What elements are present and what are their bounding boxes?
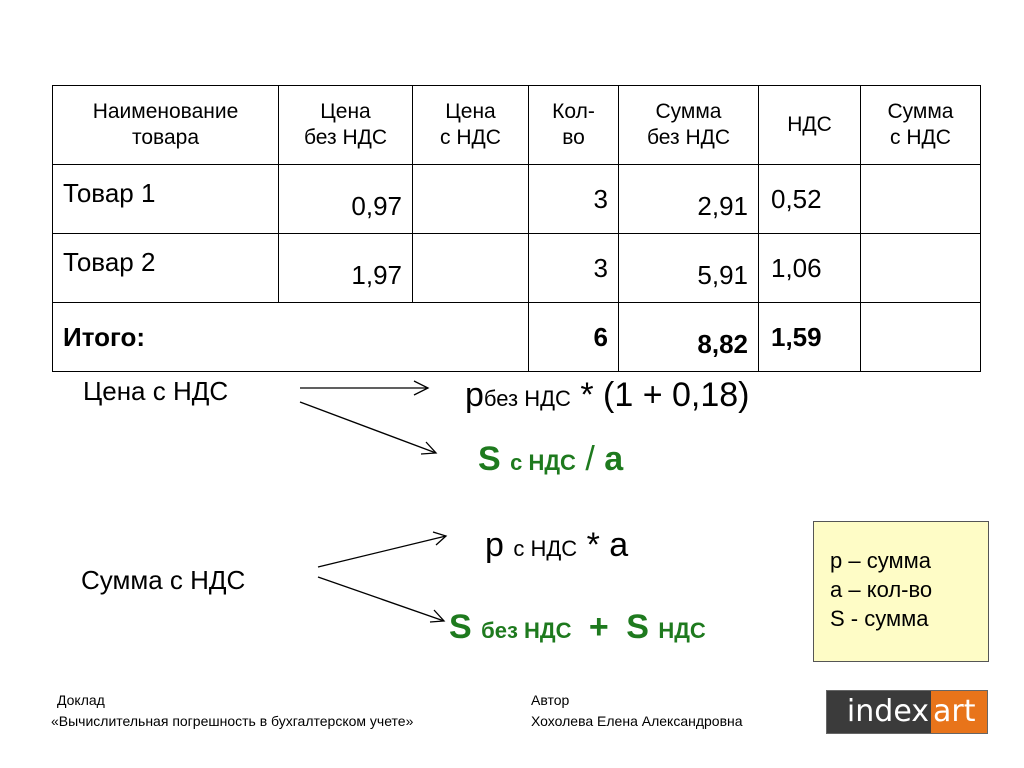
logo-text-art: art <box>931 691 987 733</box>
subscript: без НДС <box>483 386 571 411</box>
legend-item: p – сумма <box>830 548 931 573</box>
cell-vat: 0,52 <box>759 165 861 234</box>
subscript: с НДС <box>513 536 578 561</box>
footer-report <box>51 690 413 732</box>
header-qty: Кол- во <box>529 86 619 165</box>
sum-with-vat-label: Сумма с НДС <box>81 565 246 595</box>
cell-name: Товар 2 <box>53 234 279 303</box>
formula-rest: * a <box>577 526 629 564</box>
header-sum-no-vat: Сумма без НДС <box>619 86 759 165</box>
header-price-with-vat: Цена с НДС <box>413 86 529 165</box>
footer-author <box>531 690 743 732</box>
subscript: без НДС <box>481 618 572 643</box>
price-formula-2 <box>478 440 623 479</box>
price-formula-1 <box>465 376 750 415</box>
cell-total-vat: 1,59 <box>759 303 861 372</box>
header-name: Наименование товара <box>53 86 279 165</box>
divide-operator: / <box>585 440 595 478</box>
subscript: НДС <box>658 618 706 643</box>
price-with-vat-label: Цена с НДС <box>83 376 229 406</box>
cell-name: Товар 1 <box>53 165 279 234</box>
cell-total-sum-no-vat: 8,82 <box>619 303 759 372</box>
arrow-sum-to-f1 <box>318 532 446 567</box>
symbol-a: a <box>604 440 624 478</box>
formula-rest: * (1 + 0,18) <box>570 376 750 414</box>
author-label: Автор <box>531 692 570 708</box>
cell-sum-no-vat: 2,91 <box>619 165 759 234</box>
plus-operator: + <box>588 608 609 646</box>
header-vat: НДС <box>759 86 861 165</box>
arrow-sum-to-f2 <box>318 577 444 622</box>
cell-price-no-vat: 1,97 <box>279 234 413 303</box>
cell-total-label: Итого: <box>53 303 529 372</box>
cell-qty: 3 <box>529 234 619 303</box>
legend-box <box>813 521 989 662</box>
symbol-s: S <box>449 608 472 646</box>
cell-vat: 1,06 <box>759 234 861 303</box>
header-sum-with-vat: Сумма с НДС <box>861 86 981 165</box>
sum-formula-2 <box>449 608 706 647</box>
symbol-s: S <box>478 440 501 478</box>
report-label: Доклад <box>57 692 105 708</box>
sum-formula-1 <box>485 526 628 565</box>
symbol-s: S <box>626 608 649 646</box>
report-title: «Вычислительная погрешность в бухгалтерском учете» <box>51 713 414 729</box>
index-art-logo <box>826 690 988 734</box>
subscript: с НДС <box>510 450 576 475</box>
symbol-p: p <box>465 376 484 414</box>
legend-item: a – кол-во <box>830 577 933 602</box>
cell-price-no-vat: 0,97 <box>279 165 413 234</box>
header-price-no-vat: Цена без НДС <box>279 86 413 165</box>
arrow-price-to-f2 <box>300 402 436 454</box>
legend-item: S - сумма <box>830 606 929 631</box>
cell-sum-no-vat: 5,91 <box>619 234 759 303</box>
author-name: Хохолева Елена Александровна <box>531 713 743 729</box>
logo-text-index: index <box>827 691 931 733</box>
symbol-p: p <box>485 526 504 564</box>
arrow-price-to-f1 <box>300 381 428 395</box>
cell-qty: 3 <box>529 165 619 234</box>
cell-total-qty: 6 <box>529 303 619 372</box>
